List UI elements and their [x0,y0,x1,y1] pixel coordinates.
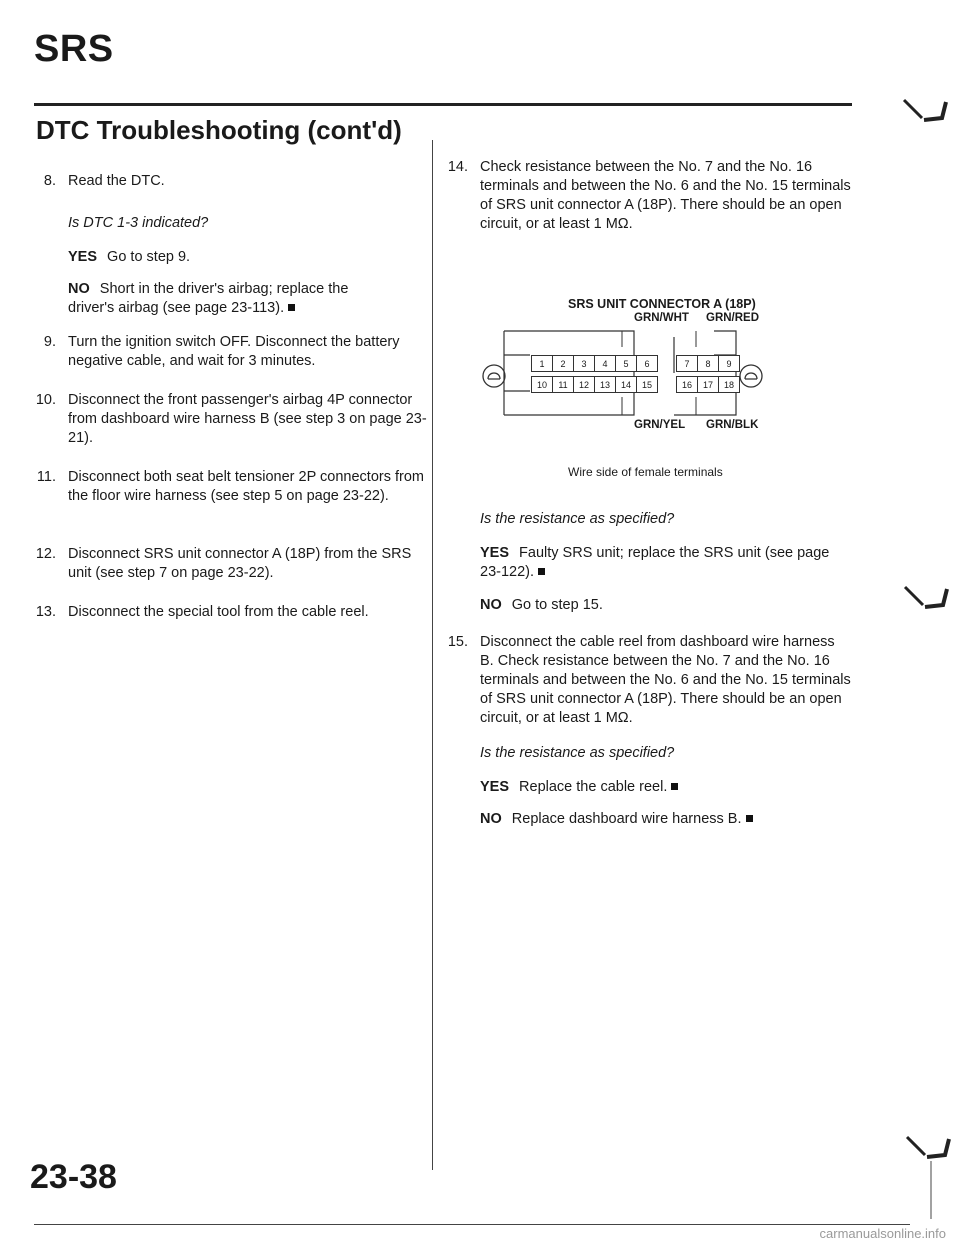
wire-label-grn-yel: GRN/YEL [634,419,686,431]
step-14-question: Is the resistance as specified? [480,511,675,527]
pin-12: 12 [573,376,595,393]
header-rule [34,103,852,106]
step-8-no: NO Short in the driver's airbag; replace the driver's airbag (see page 23-113). [68,281,349,316]
step-8-yes: YES Go to step 9. [68,249,191,265]
column-divider [432,140,433,1170]
step-15-question: Is the resistance as specified? [480,745,675,761]
step-14-no: NO Go to step 15. [480,597,603,613]
pin-7: 7 [676,355,698,372]
corner-mark-icon [903,583,951,625]
wire-label-grn-wht: GRN/WHT [634,312,689,324]
pin-6: 6 [636,355,658,372]
pin-9: 9 [718,355,740,372]
step-8-question: Is DTC 1-3 indicated? [68,215,209,231]
corner-mark-icon [905,1133,953,1221]
end-mark-icon [288,304,295,311]
footer-rule [34,1224,910,1225]
pin-14: 14 [615,376,637,393]
pin-2: 2 [552,355,574,372]
page-number: 23-38 [30,1158,117,1196]
watermark-url: carmanualsonline.info [819,1226,946,1241]
step-15-no: NO Replace dashboard wire harness B. [480,810,753,829]
section-title: SRS [34,28,114,70]
pin-18: 18 [718,376,740,393]
pin-1: 1 [531,355,553,372]
page-title: DTC Troubleshooting (cont'd) [36,115,402,145]
end-mark-icon [538,568,545,575]
pin-16: 16 [676,376,698,393]
pin-4: 4 [594,355,616,372]
step-14-yes: YES Faulty SRS unit; replace the SRS unit (see page 23-122). [480,545,830,580]
end-mark-icon [671,783,678,790]
wire-label-grn-blk: GRN/BLK [706,419,759,431]
pin-3: 3 [573,355,595,372]
pin-10: 10 [531,376,553,393]
pin-8: 8 [697,355,719,372]
pin-5: 5 [615,355,637,372]
pin-11: 11 [552,376,574,393]
pin-15: 15 [636,376,658,393]
connector-outline [474,325,774,421]
lock-tab-icon [738,363,764,389]
step-15-yes: YES Replace the cable reel. [480,778,678,797]
end-mark-icon [746,815,753,822]
connector-caption: Wire side of female terminals [568,465,723,479]
lock-tab-icon [481,363,507,389]
pin-17: 17 [697,376,719,393]
corner-mark-icon [902,96,950,138]
connector-title: SRS UNIT CONNECTOR A (18P) [568,297,756,311]
pin-13: 13 [594,376,616,393]
wire-label-grn-red: GRN/RED [706,312,760,324]
